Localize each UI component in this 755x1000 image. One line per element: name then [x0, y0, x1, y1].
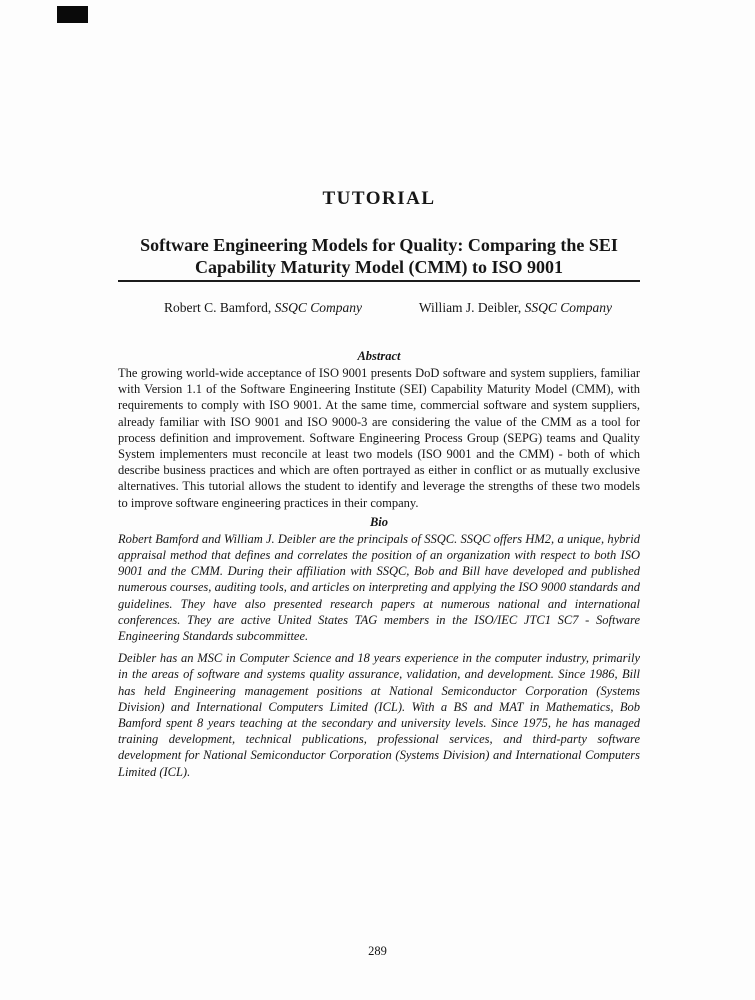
bio-paragraph-1: Robert Bamford and William J. Deibler are the principals of SSQC. SSQC offers HM2, a unique, hybrid appraisal method that defines and correlates the position of an organization with respect to both ISO 9001 and the CMM. During their affiliation with SSQC, Bob and Bill have developed and published numerous courses, auditing tools, and articles on interpreting and applying the ISO 9000 standards and guidelines. They have also presented research papers at numerous national and international conferences. They are active United States TAG members in the ISO/IEC JTC1 SC7 - Software Engineering Standards subcommittee.	[118, 531, 640, 644]
author-2-affiliation: SSQC Company	[524, 300, 612, 315]
document-type-heading: TUTORIAL	[322, 188, 436, 209]
abstract-heading: Abstract	[357, 349, 401, 363]
author-1	[164, 300, 362, 316]
paper-title	[118, 234, 640, 282]
bio-paragraph-2: Deibler has an MSC in Computer Science and 18 years experience in the computer industry, primarily in the areas of software and systems quality assurance, validation, and development. Since 1986, Bill has held Engineering management positions at National Semiconductor Corporation (Systems Division) and International Computers Limited (ICL). With a BS and MAT in Mathematics, Bob Bamford spent 8 years teaching at the secondary and university levels. Since 1975, he has managed training development, technical publications, professional services, and third-party software development for National Semiconductor Corporation (Systems Division) and International Computers Limited (ICL).	[118, 651, 640, 779]
paper-title-line-1: Software Engineering Models for Quality: Comparing the SEI	[140, 235, 618, 255]
author-line	[118, 300, 640, 316]
scan-artifact-mark	[57, 6, 88, 23]
page-number: 289	[368, 944, 387, 958]
bio-heading: Bio	[369, 514, 389, 529]
abstract-text: The growing world-wide acceptance of ISO 9001 presents DoD software and system suppliers, familiar with Version 1.1 of the Software Engineering Institute (SEI) Capability Maturity Model (CMM), with requirements to comply with ISO 9001. At the same time, commercial software and system suppliers, already familiar with ISO 9001 and ISO 9000-3 are considering the value of the CMM as a tool for process definition and improvement. Software Engineering Process Group (SEPG) teams and Quality System implementers must reconcile at least two models (ISO 9001 and the CMM) - both of which describe business practices and which are often portrayed as either in conflict or as mutually exclusive alternatives. This tutorial allows the student to identify and leverage the strengths of these two models to improve software engineering practices in their company.	[118, 366, 640, 510]
page-content	[118, 0, 640, 780]
author-1-affiliation: SSQC Company	[274, 300, 362, 315]
author-2-name: William J. Deibler,	[418, 300, 522, 315]
author-2	[419, 300, 612, 316]
paper-title-line-2: Capability Maturity Model (CMM) to ISO 9001	[195, 257, 563, 277]
author-1-name: Robert C. Bamford,	[164, 300, 272, 315]
